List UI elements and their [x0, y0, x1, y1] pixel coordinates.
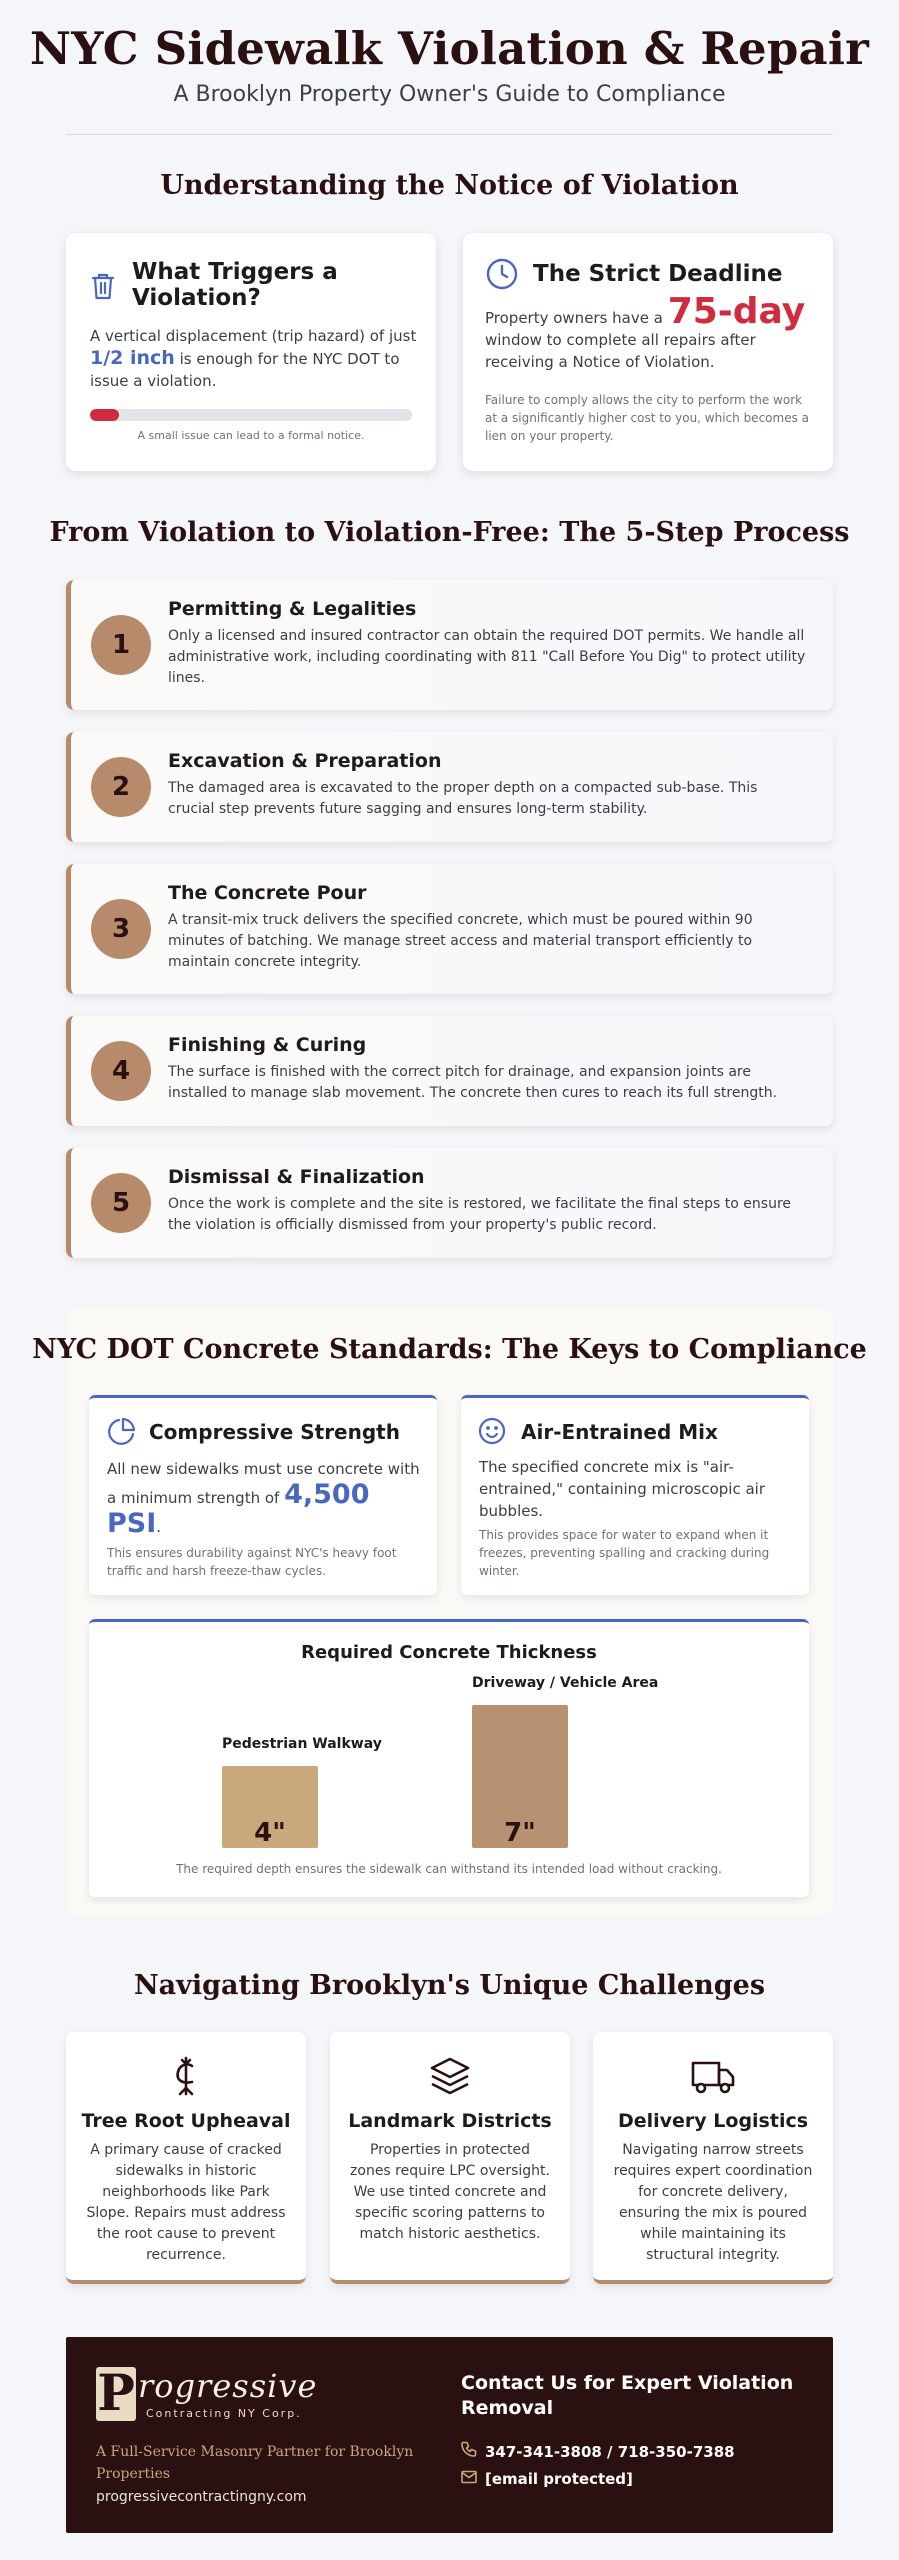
thickness-bar-label: Driveway / Vehicle Area [472, 1674, 659, 1691]
trigger-text-after: is enough for the NYC DOT to issue a violation. [90, 350, 400, 390]
strength-text-before: All new sidewalks must use concrete with a minimum strength of [107, 1460, 420, 1507]
strength-card [89, 1395, 437, 1595]
air-card-note: This provides space for water to expand when it freezes, preventing spalling and cracking during winter. [479, 1528, 770, 1578]
page-title: NYC Sidewalk Violation & Repair [29, 22, 870, 75]
thickness-bar-value: 7" [504, 1818, 536, 1848]
trigger-card [66, 233, 436, 471]
thickness-bar-label: Pedestrian Walkway [222, 1736, 382, 1752]
mail-icon [461, 2470, 485, 2488]
trigger-progress-caption: A small issue can lead to a formal notice. [137, 429, 365, 442]
step-title: The Concrete Pour [168, 882, 367, 904]
logo-subtitle: Contracting NY Corp. [146, 2407, 302, 2420]
thickness-chart-title: Required Concrete Thickness [301, 1642, 597, 1663]
step-description: Once the work is complete and the site is restored, we facilitate the final steps to ensure the violation is officially dismissed from your property's public record. [168, 1196, 792, 1233]
standards-section-title: NYC DOT Concrete Standards: The Keys to Compliance [32, 1334, 867, 1365]
challenge-description: Properties in protected zones require LPC oversight. We use tinted concrete and specific scoring patterns to match historic aesthetics. [350, 2142, 550, 2242]
thickness-bar-value: 4" [254, 1818, 286, 1848]
step-number: 3 [91, 899, 151, 959]
challenge-title: Delivery Logistics [617, 2110, 809, 2132]
step-title: Dismissal & Finalization [168, 1166, 425, 1188]
air-card [461, 1395, 809, 1595]
phone-row[interactable] [461, 2441, 735, 2461]
challenges-section-title: Navigating Brooklyn's Unique Challenges [133, 1970, 766, 2001]
phone-icon [461, 2441, 485, 2461]
footer [66, 2337, 833, 2533]
strength-card-note: This ensures durability against NYC's heavy foot traffic and harsh freeze-thaw cycles. [107, 1546, 397, 1578]
trigger-progress-bar [90, 409, 412, 421]
step-description: A transit-mix truck delivers the specified concrete, which must be poured within 90 minutes of batching. We manage street access and material transport efficiently to maintain concrete integrity. [168, 912, 753, 970]
step-title: Finishing & Curing [168, 1034, 367, 1056]
notice-section-title: Understanding the Notice of Violation [160, 170, 739, 201]
step-title: Permitting & Legalities [168, 598, 417, 620]
deadline-highlight: 75-day [667, 291, 806, 332]
logo-mark: P [97, 2363, 135, 2422]
strength-text-after: . [156, 1518, 162, 1536]
trigger-card-title: What Triggers a Violation? [132, 259, 338, 311]
challenge-title: Tree Root Upheaval [81, 2110, 291, 2132]
trigger-card-text [90, 325, 420, 392]
step-number: 2 [91, 757, 151, 817]
strength-highlight: 4,500 PSI [107, 1479, 370, 1539]
challenge-card-tree-roots [66, 2032, 306, 2284]
header-divider [66, 134, 833, 135]
footer-tagline: A Full-Service Masonry Partner for Brooklyn Properties [96, 2444, 414, 2482]
step-number: 5 [91, 1173, 151, 1233]
truck-icon [691, 2054, 735, 2098]
email-address[interactable]: [email protected] [485, 2470, 633, 2488]
trigger-highlight: 1/2 inch [90, 347, 175, 369]
website-link[interactable]: progressivecontractingny.com [96, 2489, 307, 2505]
clock-icon [485, 257, 519, 295]
thickness-bar [222, 1766, 318, 1848]
trash-icon [90, 271, 116, 305]
step-title: Excavation & Preparation [168, 750, 442, 772]
thickness-chart [89, 1622, 809, 1868]
process-step [66, 1148, 833, 1258]
trigger-progress-fill [90, 409, 119, 421]
process-step [66, 1016, 833, 1126]
step-number: 4 [91, 1041, 151, 1101]
deadline-card-note: Failure to comply allows the city to perform the work at a significantly higher cost to you, which becomes a lien on your property. [485, 393, 809, 443]
air-card-text: The specified concrete mix is "air-entrained," containing microscopic air bubbles. [479, 1458, 765, 1520]
challenge-card-landmark [330, 2032, 570, 2284]
thickness-bar [472, 1705, 568, 1849]
phone-numbers[interactable]: 347-341-3808 / 718-350-7388 [485, 2443, 735, 2461]
thickness-chart-caption: The required depth ensures the sidewalk can withstand its intended load without cracking. [176, 1862, 722, 1876]
air-card-title: Air-Entrained Mix [521, 1420, 718, 1444]
thickness-chart-card [89, 1619, 809, 1897]
challenge-description: A primary cause of cracked sidewalks in historic neighborhoods like Park Slope. Repairs must address the root cause to prevent recurrence. [86, 2142, 286, 2263]
deadline-card-title: The Strict Deadline [533, 261, 783, 287]
tree-root-icon [164, 2054, 208, 2098]
page-subtitle: A Brooklyn Property Owner's Guide to Compliance [173, 82, 726, 107]
step-description: The damaged area is excavated to the proper depth on a compacted sub-base. This crucial step prevents future sagging and ensures long-term stability. [168, 780, 758, 817]
contact-title: Contact Us for Expert Violation Removal [461, 2372, 794, 2419]
deadline-text-after: window to complete all repairs after receiving a Notice of Violation. [485, 331, 756, 371]
email-row[interactable] [461, 2470, 633, 2488]
trigger-text-before: A vertical displacement (trip hazard) of just [90, 327, 417, 345]
strength-card-text [107, 1456, 422, 1540]
step-description: Only a licensed and insured contractor can obtain the required DOT permits. We handle all administrative work, including coordinating with 811 "Call Before You Dig" to protect utility lines. [168, 628, 806, 686]
challenge-description: Navigating narrow streets requires expert coordination for concrete delivery, ensuring the mix is poured while maintaining its structural integrity. [613, 2142, 813, 2263]
challenge-title: Landmark Districts [348, 2110, 552, 2132]
layers-icon [428, 2054, 472, 2098]
step-number: 1 [91, 615, 151, 675]
step-description: The surface is finished with the correct pitch for drainage, and expansion joints are installed to manage slab movement. The concrete then cures to reach its full strength. [168, 1064, 778, 1101]
process-step [66, 580, 833, 710]
process-step [66, 864, 833, 994]
deadline-text-before: Property owners have a [485, 309, 668, 327]
strength-card-title: Compressive Strength [149, 1420, 400, 1444]
challenge-card-delivery [593, 2032, 833, 2284]
deadline-card [463, 233, 833, 471]
pie-chart-icon [107, 1416, 137, 1450]
logo-wordmark: rogressive [138, 2367, 318, 2405]
process-section-title: From Violation to Violation-Free: The 5-Step Process [49, 517, 850, 548]
deadline-card-text [485, 291, 815, 373]
process-step [66, 732, 833, 842]
smile-icon [477, 1416, 507, 1450]
